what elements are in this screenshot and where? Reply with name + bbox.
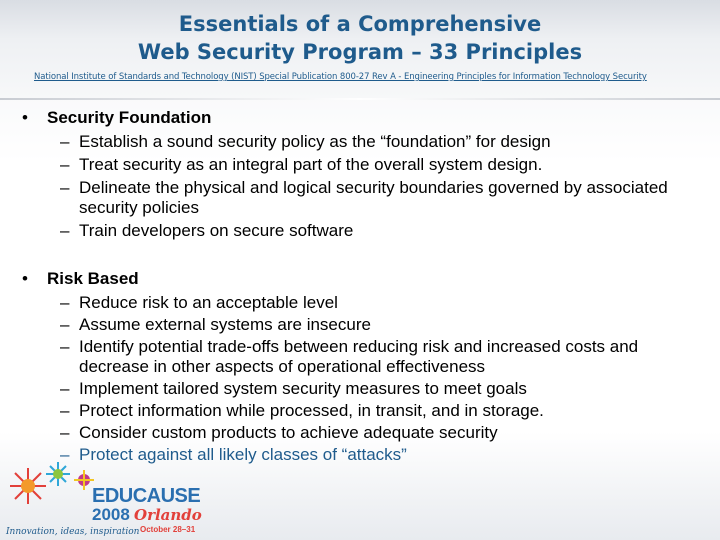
section-heading-row xyxy=(0,269,720,293)
dash-icon: – xyxy=(60,401,70,420)
list-item: – Treat security as an integral part of the overall system design. xyxy=(60,155,543,174)
dash-icon: – xyxy=(60,132,70,151)
header-divider xyxy=(0,98,720,100)
list-item: – Assume external systems are insecure xyxy=(60,315,371,334)
section-heading-row xyxy=(0,108,720,132)
starburst-icon xyxy=(10,462,94,504)
dash-icon: – xyxy=(60,315,70,334)
section-security-foundation xyxy=(0,108,720,241)
list-item: – Protect information while processed, in transit, and in storage. xyxy=(60,401,544,420)
list-item: – Establish a sound security policy as the “foundation” for design xyxy=(60,132,551,151)
logo-city: Orlando xyxy=(134,506,202,524)
title-line-1: Essentials of a Comprehensive xyxy=(178,12,542,36)
section-heading: Risk Based xyxy=(47,269,139,288)
list-item: – Consider custom products to achieve adequate security xyxy=(60,423,498,442)
dash-icon: – xyxy=(60,445,70,464)
logo-year: 2008 xyxy=(92,505,130,524)
list-item-highlighted: – Protect against all likely classes of “attacks” xyxy=(60,445,407,464)
dash-icon: – xyxy=(60,293,70,312)
dash-icon: – xyxy=(60,155,70,174)
section-heading: Security Foundation xyxy=(47,108,212,127)
list-item: – Train developers on secure software xyxy=(60,221,354,240)
title-line-2: Web Security Program – 33 Principles xyxy=(137,40,583,64)
logo-tagline: Innovation, ideas, inspiration xyxy=(6,527,140,537)
section-risk-based xyxy=(0,269,720,465)
source-subtitle-link[interactable]: National Institute of Standards and Technology (NIST) Special Publication 800-27 Rev A - Engineering Principles for Information Technology Security xyxy=(34,72,647,82)
slide-title xyxy=(0,10,720,66)
bullet-icon: • xyxy=(22,269,28,288)
dash-icon: – xyxy=(60,178,70,197)
list-item: – Delineate the physical and logical security boundaries governed by associated security policies xyxy=(60,178,668,217)
bullet-icon: • xyxy=(22,108,28,127)
list-item: – Reduce risk to an acceptable level xyxy=(60,293,338,312)
dash-icon: – xyxy=(60,423,70,442)
logo-brand: EDUCAUSE xyxy=(92,485,201,507)
dash-icon: – xyxy=(60,379,70,398)
list-item: – Implement tailored system security measures to meet goals xyxy=(60,379,527,398)
slide-body xyxy=(0,108,720,467)
list-item: – Identify potential trade-offs between reducing risk and increased costs and decrease in other aspects of operational effectiveness xyxy=(60,337,639,376)
educause-logo xyxy=(0,460,230,540)
dash-icon: – xyxy=(60,221,70,240)
dash-icon: – xyxy=(60,337,70,356)
logo-dates: October 28–31 xyxy=(140,525,196,534)
